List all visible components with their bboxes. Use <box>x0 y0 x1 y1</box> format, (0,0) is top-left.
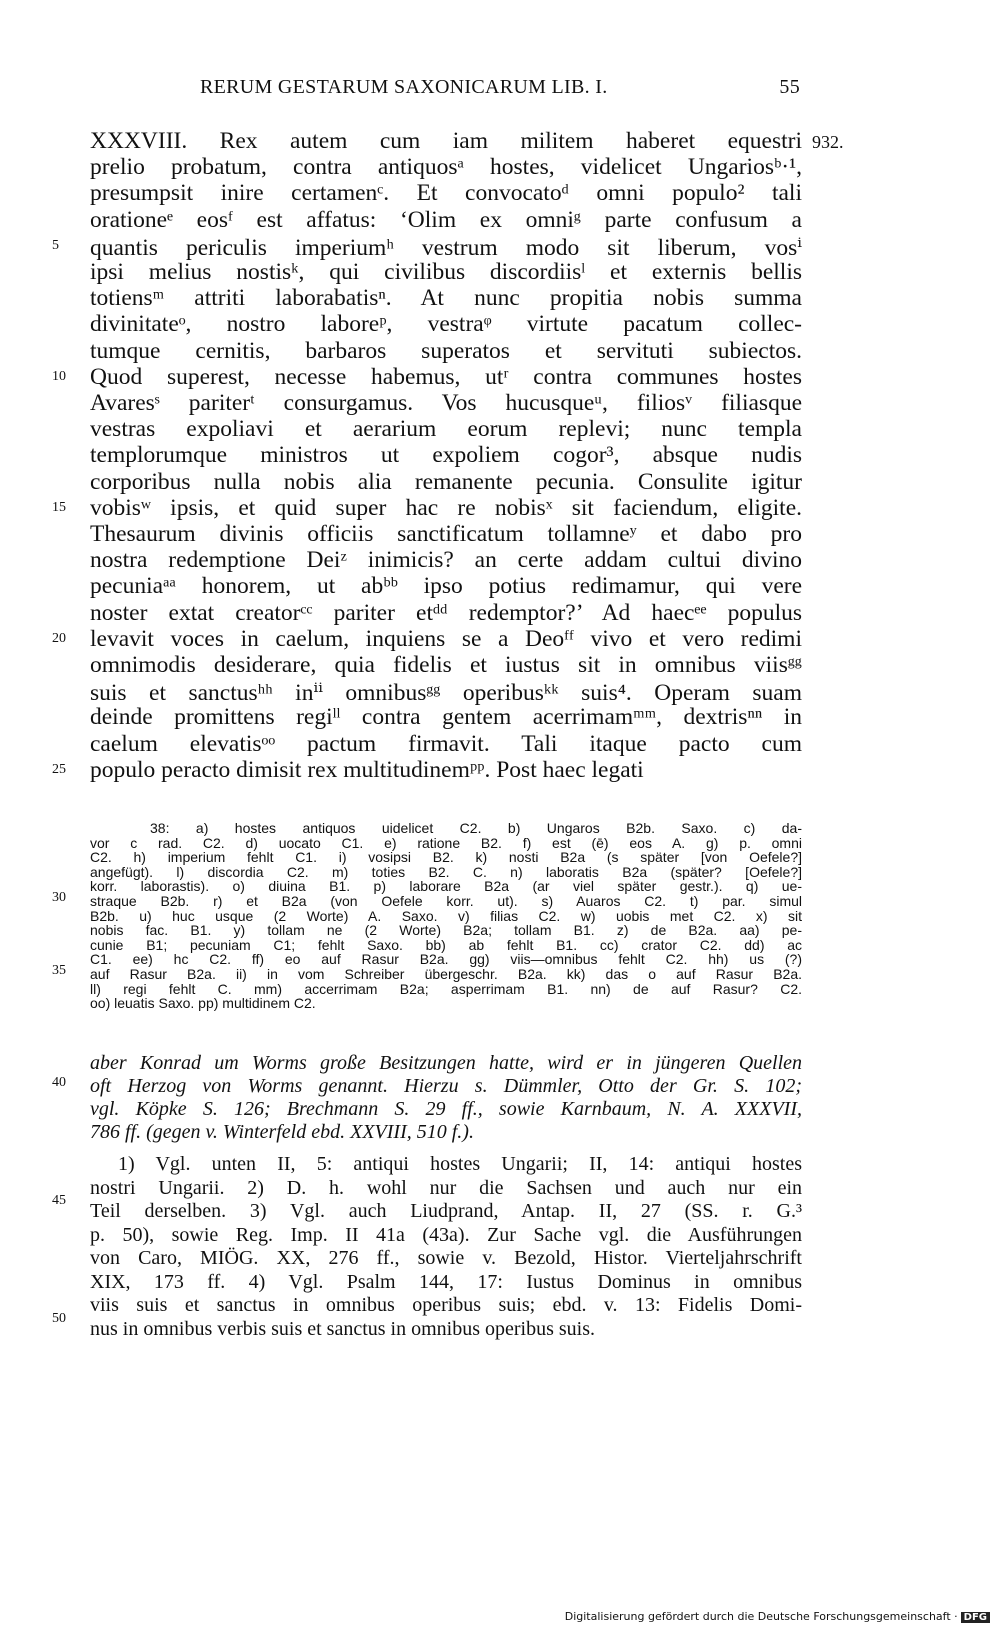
line-number: 45 <box>52 1193 66 1208</box>
page-number: 55 <box>779 76 800 98</box>
line-number: 50 <box>52 1311 66 1326</box>
digitization-credit <box>565 1610 990 1623</box>
apparatus-line: C2. h) imperium fehlt C1. i) vosipsi B2. k) nosti B2a (s später [von Oefele?] <box>90 849 802 866</box>
text-line: vobisʷ ipsis, et quid super hac re nobisˣ sit faciendum, eligite. <box>90 494 802 521</box>
footnote-line: XIX, 173 ff. 4) Vgl. Psalm 144, 17: Iustus Dominus in omnibus <box>90 1270 802 1293</box>
apparatus-line: vor c rad. C2. d) uocato C1. e) ratione B2. f) est (ē) eos A. g) p. omni <box>90 834 802 851</box>
apparatus-line: 38: a) hostes antiquos uidelicet C2. b) Ungaros B2b. Saxo. c) da- <box>150 820 802 836</box>
text-line: suis et sanctusʰʰ inⁱⁱ omnibusᵍᵍ operibusᵏᵏ suis⁴. Operam suam <box>90 680 802 707</box>
line-number: 15 <box>52 500 66 515</box>
text-line: orationeᵉ eosᶠ est affatus: ‘Olim ex omniᵍ parte confusum a <box>90 206 802 233</box>
credit-text: Digitalisierung gefördert durch die Deutsche Forschungsgemeinschaft · <box>564 1610 958 1623</box>
text-line: presumpsit inire certamenᶜ. Et convocatoᵈ omni populo² tali <box>90 180 802 207</box>
commentary-line: vgl. Köpke S. 126; Brechmann S. 29 ff., sowie Karnbaum, N. A. XXXVII, <box>90 1098 802 1120</box>
line-number: 30 <box>52 890 66 905</box>
text-line: divinitateᵒ, nostro laboreᵖ, vestraᵠ virtute pacatum collec- <box>90 311 802 338</box>
commentary-line: aber Konrad um Worms große Besitzungen hatte, wird er in jüngeren Quellen <box>90 1052 802 1074</box>
text-line: nostra redemptione Deiᶻ inimicis? an certe addam cultui divino <box>90 547 802 574</box>
text-line: totiensᵐ attriti laborabatisⁿ. At nunc propitia nobis summa <box>90 285 802 312</box>
header-title: RERUM GESTARUM SAXONICARUM LIB. I. <box>200 76 608 98</box>
text-line: XXXVIII. Rex autem cum iam militem haberet equestri <box>90 128 802 154</box>
text-line: populo peracto dimisit rex multitudinemᵖᵖ. Post haec legati <box>90 756 644 783</box>
text-line: Avaresˢ pariterᵗ consurgamus. Vos hucusqueᵘ, filiosᵛ filiasque <box>90 390 802 416</box>
commentary-line: oft Herzog von Worms genannt. Hierzu s. Dümmler, Otto der Gr. S. 102; <box>90 1075 802 1097</box>
apparatus-line: ll) regi fehlt C. mm) accerrimam B2a; asperrimam B1. nn) de auf Rasur? C2. <box>90 980 802 997</box>
text-line: Thesaurum divinis officiis sanctificatum tollamneʸ et dabo pro <box>90 521 802 547</box>
line-number: 5 <box>52 238 59 253</box>
margin-year-note: 932. <box>812 132 844 152</box>
footnote-line: nus in omnibus verbis suis et sanctus in omnibus operibus suis. <box>90 1317 595 1340</box>
apparatus-line: B2b. u) huc usque (2 Worte) A. Saxo. v) filias C2. w) uobis met C2. x) sit <box>90 907 802 924</box>
text-line: prelio probatum, contra antiquosᵃ hostes, videlicet Ungariosᵇ·¹, <box>90 154 802 181</box>
text-line: pecuniaᵃᵃ honorem, ut abᵇᵇ ipso potius redimamur, qui vere <box>90 573 802 600</box>
commentary-line: 786 ff. (gegen v. Winterfeld ebd. XXVIII, 510 f.). <box>90 1121 474 1143</box>
apparatus-line: korr. laborastis). o) diuina B1. p) laborare B2a (ar viel später gestr.). q) ue- <box>90 878 802 895</box>
text-line: noster extat creatorᶜᶜ pariter etᵈᵈ redemptor?’ Ad haecᵉᵉ populus <box>90 599 802 626</box>
apparatus-line: oo) leuatis Saxo. pp) multidinem C2. <box>90 995 316 1012</box>
apparatus-line: cunie B1; pecuniam C1; fehlt Saxo. bb) ab fehlt B1. cc) crator C2. dd) ac <box>90 936 802 953</box>
footnote-line: von Caro, MIÖG. XX, 276 ff., sowie v. Bezold, Histor. Vierteljahrschrift <box>90 1247 802 1269</box>
text-line: Quod superest, necesse habemus, utʳ contra communes hostes <box>90 363 802 390</box>
line-number: 25 <box>52 762 66 777</box>
line-number: 40 <box>52 1075 66 1090</box>
text-line: vestras expoliavi et aerarium eorum replevi; nunc templa <box>90 416 802 443</box>
line-number: 10 <box>52 369 66 384</box>
line-number: 20 <box>52 631 66 646</box>
text-line: corporibus nulla nobis alia remanente pecunia. Consulite igitur <box>90 468 802 495</box>
text-line: deinde promittens regiˡˡ contra gentem acerrimamᵐᵐ, dextrisⁿⁿ in <box>90 704 802 731</box>
footnote-line: Teil derselben. 3) Vgl. auch Liudprand, Antap. II, 27 (SS. r. G.³ <box>90 1200 802 1222</box>
text-line: templorumque ministros ut expoliem cogor³, absque nudis <box>90 442 802 469</box>
text-line: ipsi melius nostisᵏ, qui civilibus discordiisˡ et externis bellis <box>90 259 802 285</box>
running-header <box>200 76 800 99</box>
footnote-line: 1) Vgl. unten II, 5: antiqui hostes Ungarii; II, 14: antiqui hostes <box>118 1153 802 1175</box>
apparatus-line: C1. ee) hc C2. ff) eo auf Rasur B2a. gg) viis—omnibus fehlt C2. hh) us (?) <box>90 951 802 968</box>
text-line: omnimodis desiderare, quia fidelis et iustus sit in omnibus viisᵍᵍ <box>90 652 802 678</box>
dfg-logo: DFG <box>961 1612 990 1623</box>
text-line: tumque cernitis, barbaros superatos et servituti subiectos. <box>90 337 802 364</box>
apparatus-line: straque B2b. r) et B2a (von Oefele korr. ut). s) Auaros C2. t) par. simul <box>90 893 802 909</box>
apparatus-line: auf Rasur B2a. ii) in vom Schreiber übergeschr. B2a. kk) das o auf Rasur B2a. <box>90 966 802 982</box>
text-line: quantis periculis imperiumʰ vestrum modo sit liberum, vosⁱ <box>90 234 802 261</box>
line-number: 35 <box>52 963 66 978</box>
footnote-line: nostri Ungarii. 2) D. h. wohl nur die Sachsen und auch nur ein <box>90 1176 802 1199</box>
apparatus-line: angefügt). l) discordia C2. m) toties B2. C. n) laboratis B2a (später? [Oefele?] <box>90 863 802 880</box>
footnote-line: viis suis et sanctus in omnibus operibus suis; ebd. v. 13: Fidelis Domi- <box>90 1294 802 1316</box>
apparatus-line: nobis fac. B1. y) tollam ne (2 Worte) B2a; tollam B1. z) de B2a. aa) pe- <box>90 922 802 939</box>
text-line: levavit voces in caelum, inquiens se a Deoᶠᶠ vivo et vero redimi <box>90 625 802 652</box>
text-line: caelum elevatisᵒᵒ pactum firmavit. Tali itaque pacto cum <box>90 730 802 757</box>
footnote-line: p. 50), sowie Reg. Imp. II 41a (43a). Zur Sache vgl. die Ausführungen <box>90 1223 802 1246</box>
